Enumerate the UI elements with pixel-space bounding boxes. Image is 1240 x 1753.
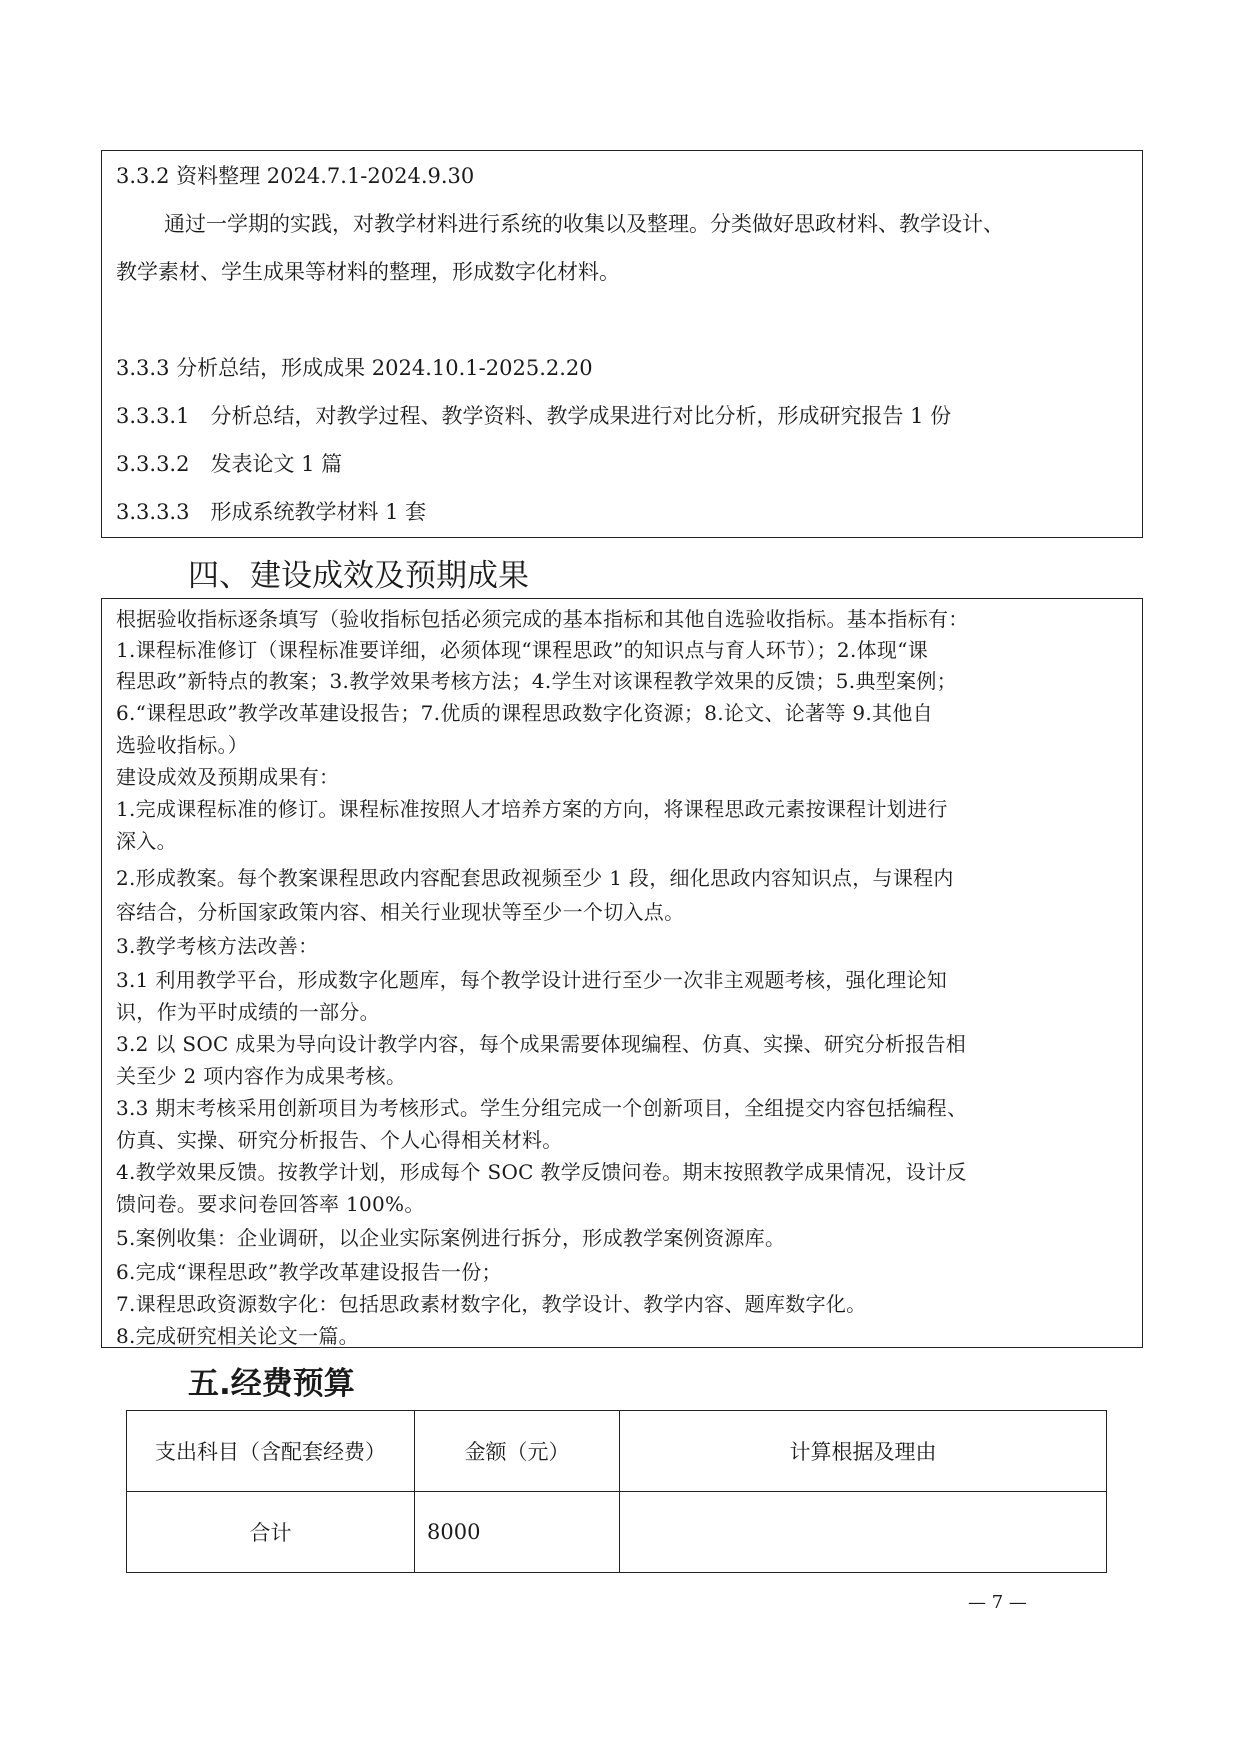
section4-line: 1.完成课程标准的修订。课程标准按照人才培养方案的方向，将课程思政元素按课程计划进行 [116,797,948,821]
table-row [127,1492,1107,1573]
item-3-3-3-1: 3.3.3.1 分析总结，对教学过程、教学资料、教学成果进行对比分析，形成研究报告 1 份 [116,404,952,428]
section4-line: 选验收指标。） [116,733,249,757]
section4-line: 6.完成“课程思政”教学改革建设报告一份； [116,1260,502,1284]
header-expense-item: 支出科目（含配套经费） [127,1411,415,1492]
item-3-3-3-2: 3.3.3.2 发表论文 1 篇 [116,452,343,476]
page-number: — 7 — [968,1592,1027,1613]
section4-line: 3.3 期末考核采用创新项目为考核形式。学生分组完成一个创新项目，全组提交内容包括编程、 [116,1096,968,1120]
section4-line: 3.教学考核方法改善： [116,934,319,958]
section4-line: 建设成效及预期成果有： [116,765,340,789]
section4-line: 识，作为平时成绩的一部分。 [116,1000,380,1024]
section4-line: 程思政”新特点的教案；3.教学效果考核方法；4.学生对该课程教学效果的反馈；5.典型案例； [116,669,957,693]
header-basis-reason: 计算根据及理由 [620,1411,1107,1492]
section4-line: 2.形成教案。每个教案课程思政内容配套思政视频至少 1 段，细化思政内容知识点，与课程内 [116,866,954,890]
section4-heading: 四、建设成效及预期成果 [188,558,529,594]
section4-line: 3.2 以 SOC 成果为导向设计教学内容，每个成果需要体现编程、仿真、实操、研究分析报告相 [116,1032,967,1056]
section4-line: 深入。 [116,829,177,853]
section3-box [101,150,1143,538]
section4-line: 6.“课程思政”教学改革建设报告；7.优质的课程思政数字化资源；8.论文、论著等 9.其他自 [116,701,933,725]
section4-line: 3.1 利用教学平台，形成数字化题库，每个教学设计进行至少一次非主观题考核，强化理论知 [116,968,948,992]
section4-line: 仿真、实操、研究分析报告、个人心得相关材料。 [116,1128,563,1152]
cell-total-amount: 8000 [415,1492,620,1573]
item-3-3-3-title: 3.3.3 分析总结，形成成果 2024.10.1-2025.2.20 [116,356,593,380]
item-3-3-2-title: 3.3.2 资料整理 2024.7.1-2024.9.30 [116,164,475,188]
item-3-3-2-body-line1: 通过一学期的实践，对教学材料进行系统的收集以及整理。分类做好思政材料、教学设计、 [164,212,1004,236]
section5-heading: 五.经费预算 [188,1366,355,1402]
section4-line: 关至少 2 项内容作为成果考核。 [116,1064,407,1088]
table-header-row [127,1411,1107,1492]
cell-total-label: 合计 [127,1492,415,1573]
section4-line: 1.课程标准修订（课程标准要详细，必须体现“课程思政”的知识点与育人环节）；2.体现“课 [116,638,929,662]
section4-line: 馈问卷。要求问卷回答率 100%。 [116,1192,425,1216]
section4-line: 4.教学效果反馈。按教学计划，形成每个 SOC 教学反馈问卷。期末按照教学成果情况，设计反 [116,1160,967,1184]
item-3-3-3-3: 3.3.3.3 形成系统教学材料 1 套 [116,500,427,524]
section4-line: 8.完成研究相关论文一篇。 [116,1324,359,1348]
section4-line: 5.案例收集：企业调研，以企业实际案例进行拆分，形成教学案例资源库。 [116,1226,786,1250]
header-amount: 金额（元） [415,1411,620,1492]
item-3-3-2-body-line2: 教学素材、学生成果等材料的整理，形成数字化材料。 [116,260,620,284]
budget-table [126,1410,1107,1573]
cell-total-reason [620,1492,1107,1573]
section4-line: 容结合，分析国家政策内容、相关行业现状等至少一个切入点。 [116,900,685,924]
section4-line: 根据验收指标逐条填写（验收指标包括必须完成的基本指标和其他自选验收指标。基本指标有： [116,607,969,631]
section4-line: 7.课程思政资源数字化：包括思政素材数字化，教学设计、教学内容、题库数字化。 [116,1292,867,1316]
